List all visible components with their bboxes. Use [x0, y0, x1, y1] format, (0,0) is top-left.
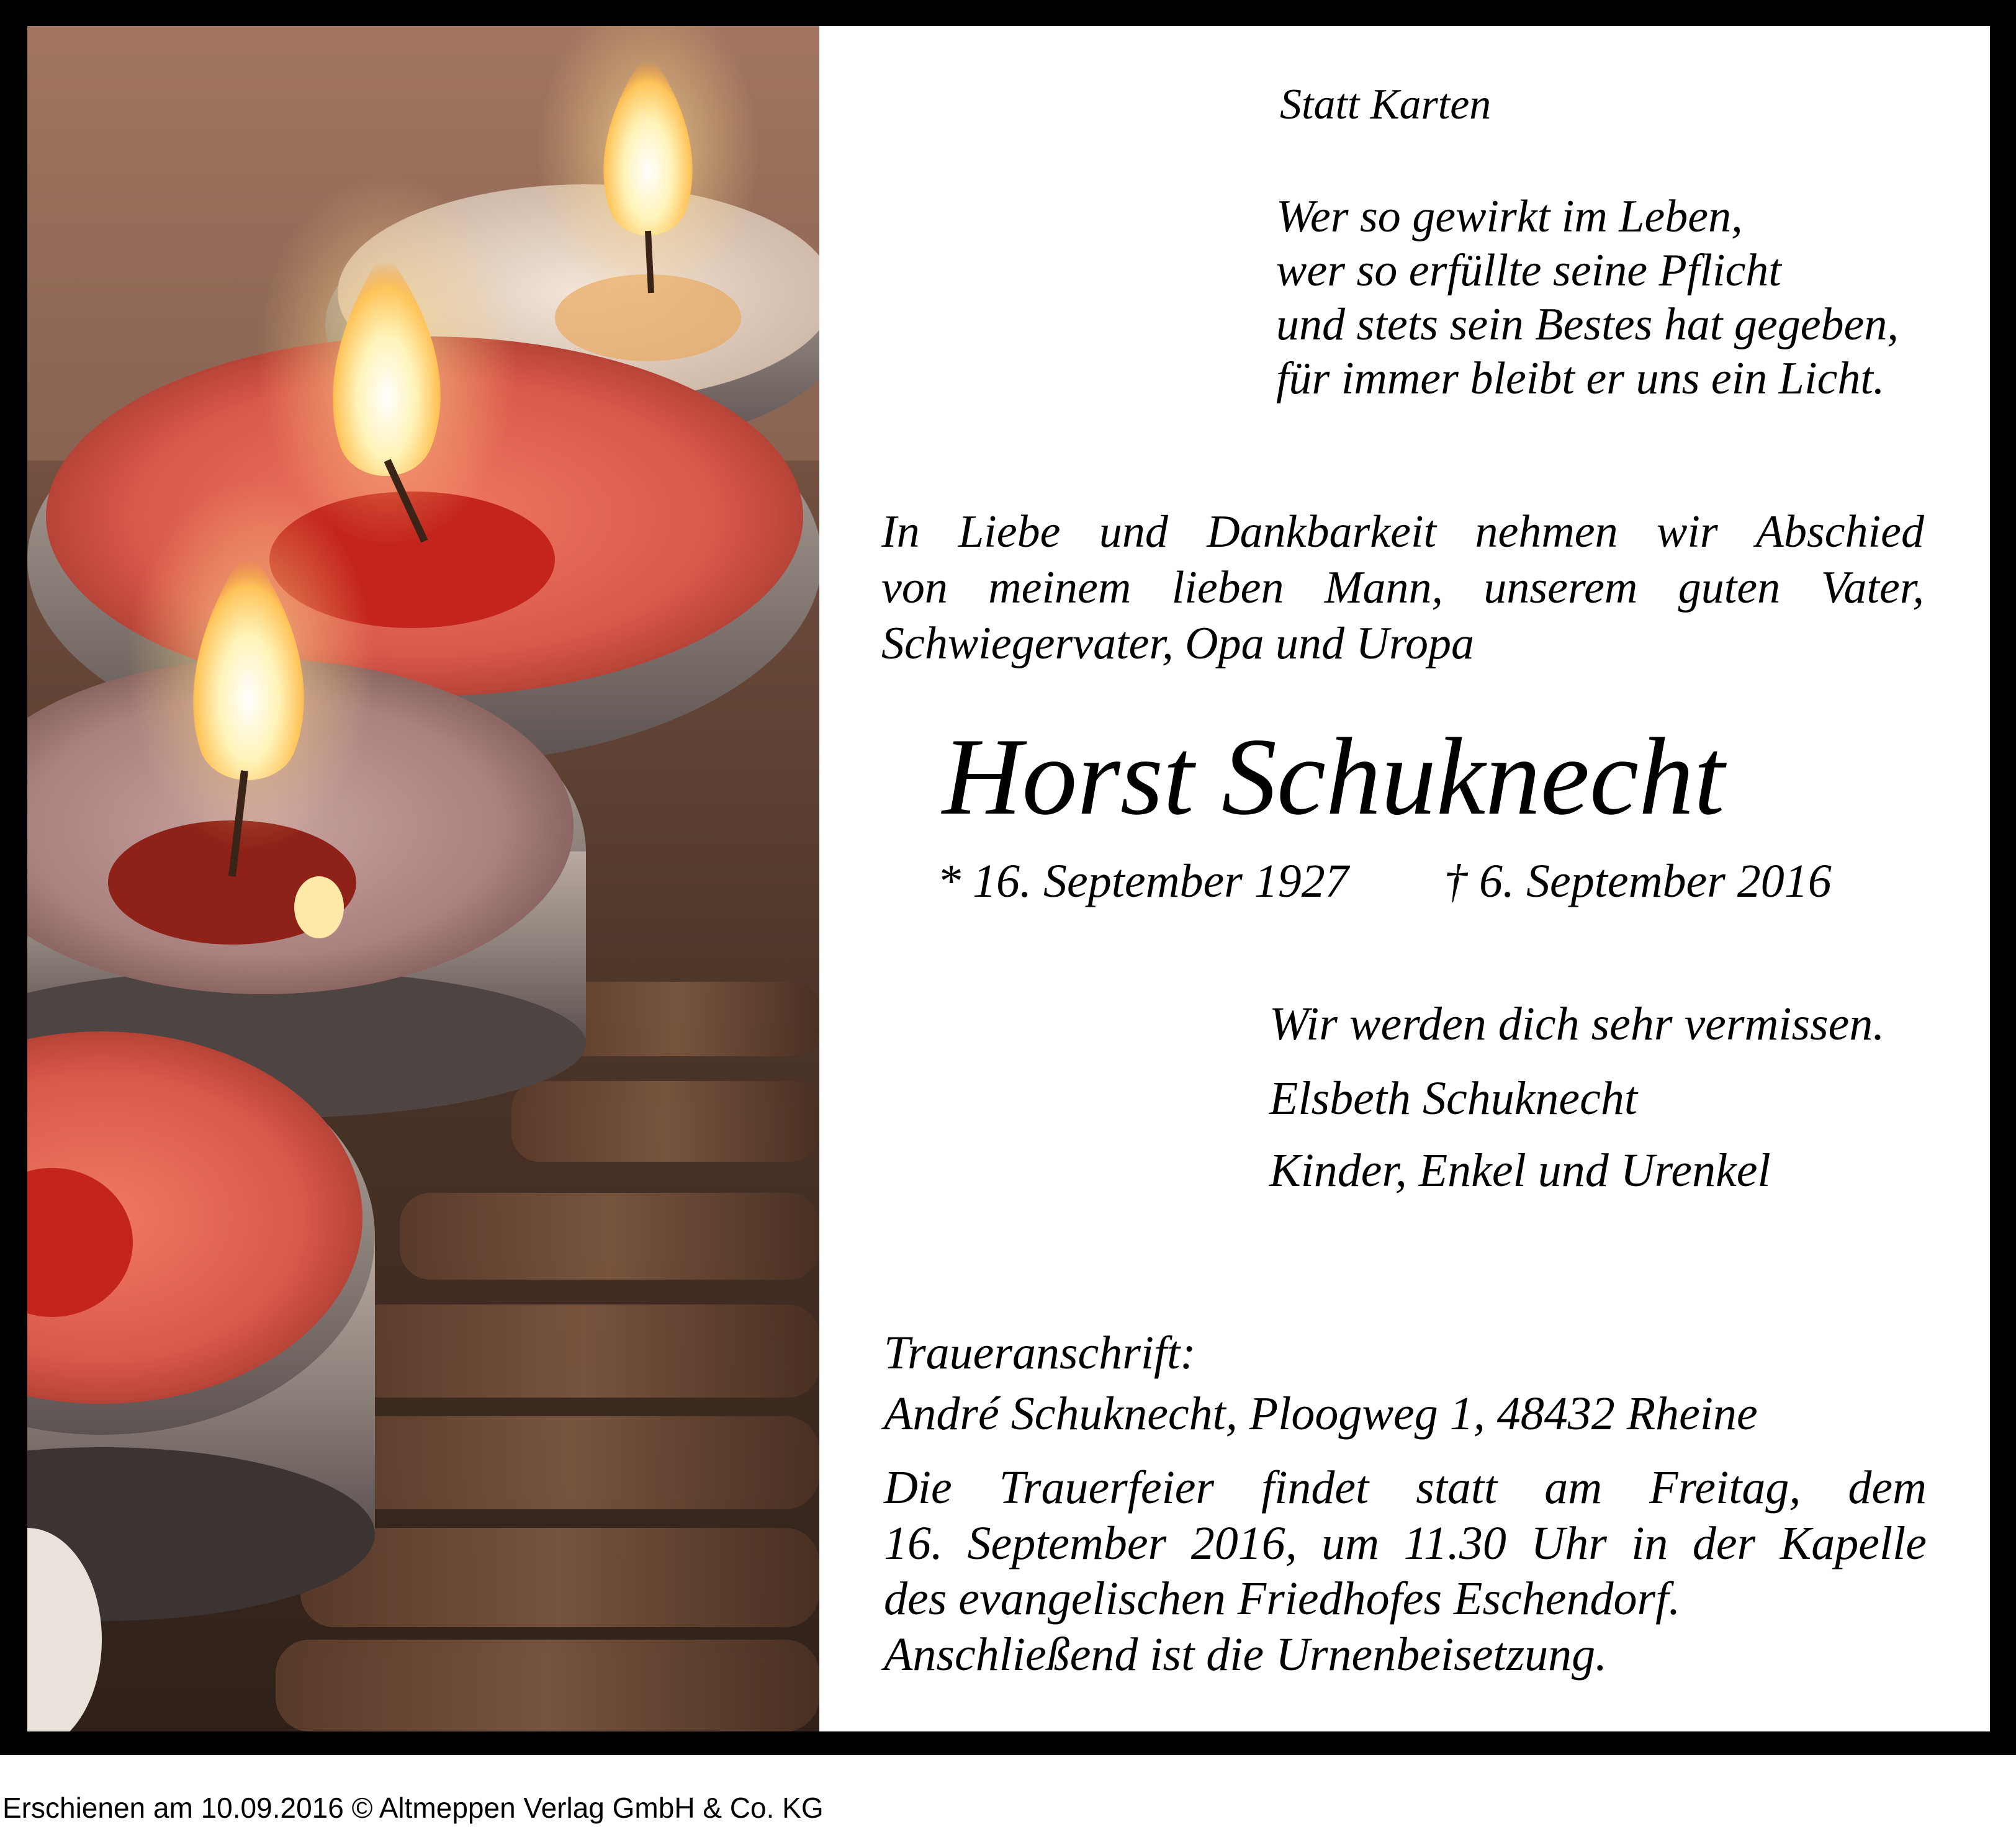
intro-line: Schwiegervater, Opa und Uropa — [881, 618, 1475, 669]
statt-karten-label: Statt Karten — [1280, 81, 1492, 128]
ceremony-line: Die Trauerfeier findet statt am Freitag, dem — [884, 1462, 1927, 1514]
closing-message: Wir werden dich sehr vermissen. — [1269, 998, 1885, 1050]
poem-line: wer so erfüllte seine Pflicht — [1276, 245, 1781, 296]
text-panel — [819, 26, 1990, 1731]
deceased-name: Horst Schuknecht — [942, 715, 1725, 838]
signer: Elsbeth Schuknecht — [1269, 1072, 1638, 1125]
intro-line: von meinem lieben Mann, unserem guten Vater, — [881, 562, 1924, 613]
address-label: Traueranschrift: — [884, 1327, 1196, 1379]
address-line: André Schuknecht, Ploogweg 1, 48432 Rheine — [884, 1388, 1758, 1440]
intro-line: In Liebe und Dankbarkeit nehmen wir Abschied — [881, 506, 1924, 557]
poem-line: Wer so gewirkt im Leben, — [1276, 191, 1743, 242]
ceremony-line: des evangelischen Friedhofes Eschendorf. — [884, 1573, 1681, 1625]
poem-line: für immer bleibt er uns ein Licht. — [1276, 353, 1885, 404]
signer: Kinder, Enkel und Urenkel — [1269, 1144, 1771, 1197]
ceremony-line: 16. September 2016, um 11.30 Uhr in der Kapelle — [884, 1517, 1927, 1569]
ceremony-line: Anschließend ist die Urnenbeisetzung. — [884, 1628, 1608, 1681]
candle-photo — [27, 26, 819, 1731]
poem-line: und stets sein Bestes hat gegeben, — [1276, 299, 1899, 350]
publication-footer: Erschienen am 10.09.2016 © Altmeppen Verlag GmbH & Co. KG — [2, 1792, 824, 1824]
birth-date: * 16. September 1927 — [937, 855, 1349, 907]
death-date: † 6. September 2016 — [1444, 855, 1832, 907]
